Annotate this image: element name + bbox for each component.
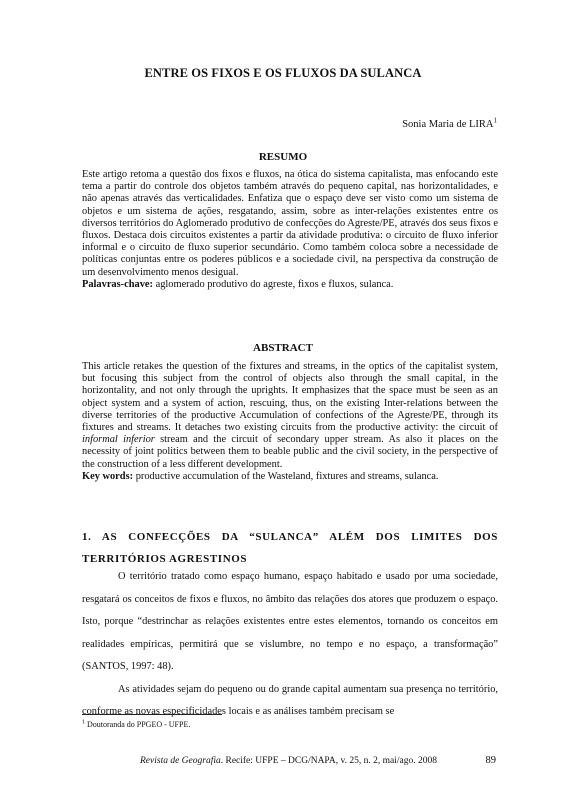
footnote bbox=[82, 720, 190, 729]
section-1-paragraph-1: O território tratado como espaço humano, espaço habitado e usado por uma sociedade, resgatará os conceitos de fixos e fluxos, no âmbito das relações dos atores que produzem o espaço. Isto, porque “destrinchar as relações existentes entre estes elementos, tornando os conceitos em realidades empíricas, permitirá que se vislumbre, no tempo e no espaço, a transformação” (SANTOS, 1997: 48). bbox=[82, 571, 498, 672]
section-1-body bbox=[82, 566, 498, 724]
journal-details: . Recife: UFPE – DCG/NAPA, v. 25, n. 2, mai/ago. 2008 bbox=[220, 756, 437, 766]
paper-title: ENTRE OS FIXOS E OS FLUXOS DA SULANCA bbox=[144, 66, 422, 80]
journal-name: Revista de Geografia bbox=[140, 756, 221, 766]
abstract-text-italic: informal inferior bbox=[82, 434, 155, 446]
abstract-keywords-text: productive accumulation of the Wasteland, fixtures and streams, sulanca. bbox=[135, 470, 439, 482]
author-name: Sonia Maria de LIRA bbox=[402, 119, 494, 130]
footnote-divider bbox=[82, 714, 222, 715]
abstract-keywords bbox=[82, 471, 498, 483]
resumo-block bbox=[82, 169, 498, 291]
abstract-keywords-label: Key words: bbox=[82, 470, 134, 482]
footnote-marker: 1 bbox=[82, 719, 85, 726]
resumo-text: Este artigo retoma a questão dos fixos e fluxos, na ótica do sistema capitalista, mas enfocando este tema a partir do controle dos objetos também através do pequeno capital, nas horizontalidades, e não apenas através das verticalidades. Enfatiza que o espaço deve ser visto como um sistema de objetos e um sistema de ações, resgatando, assim, sobre as inter-relações existentes entre os diversos territórios do Aglomerado produtivo de confecções do Agreste/PE, através dos seus fixos e fluxos. Destaca dois circuitos existentes a partir da atividade produtiva: o circuito de fluxo inferior informal e o circuito de fluxo superior secundário. Como também coloca sobre a necessidade de políticas conjuntas entre os poderes públicos e a sociedade civil, na perspectiva da construção de um desenvolvimento menos desigual. bbox=[82, 169, 498, 278]
abstract-text-part-2: stream and the circuit of secondary upper stream. As also it places on the necessity of joint politics between them to beable public and the civil society, in the perspective of the construction of a less different development. bbox=[82, 434, 498, 470]
author-footnote-marker: 1 bbox=[493, 116, 497, 125]
resumo-keywords bbox=[82, 279, 498, 291]
resumo-heading: RESUMO bbox=[258, 151, 308, 163]
abstract-text-part-1: This article retakes the question of the fixtures and streams, in the optics of the capitalist system, but focusing this subject from the control of objects also through the small capital, in the horizontality, and not only through the uprights. It emphasizes that the space must be seen as an object system and a system of action, rescuing, thus, on the existing Inter-relations between the diverse territories of the productive Accumulation of confections of the Agreste/PE, through its fixtures and streams. It detaches two existing circuits from the productive activity: the circuit of bbox=[82, 361, 498, 434]
author-line bbox=[402, 116, 497, 130]
abstract-heading: ABSTRACT bbox=[253, 342, 313, 354]
page-number: 89 bbox=[485, 755, 496, 766]
footnote-text: Doutoranda do PPGEO - UFPE. bbox=[87, 720, 191, 729]
section-1-heading: 1. AS CONFECÇÕES DA “SULANCA” ALÉM DOS LIMITES DOS TERRITÓRIOS AGRESTINOS bbox=[82, 531, 498, 565]
abstract-block bbox=[82, 361, 498, 483]
page-footer bbox=[140, 756, 437, 766]
resumo-keywords-label: Palavras-chave: bbox=[82, 278, 153, 290]
resumo-keywords-text: aglomerado produtivo do agreste, fixos e fluxos, sulanca. bbox=[155, 278, 394, 290]
section-1-paragraph-2: As atividades sejam do pequeno ou do grande capital aumentam sua presença no território, conforme as novas especificidades locais e as análises também precisam se bbox=[82, 683, 498, 717]
abstract-text bbox=[82, 361, 498, 471]
